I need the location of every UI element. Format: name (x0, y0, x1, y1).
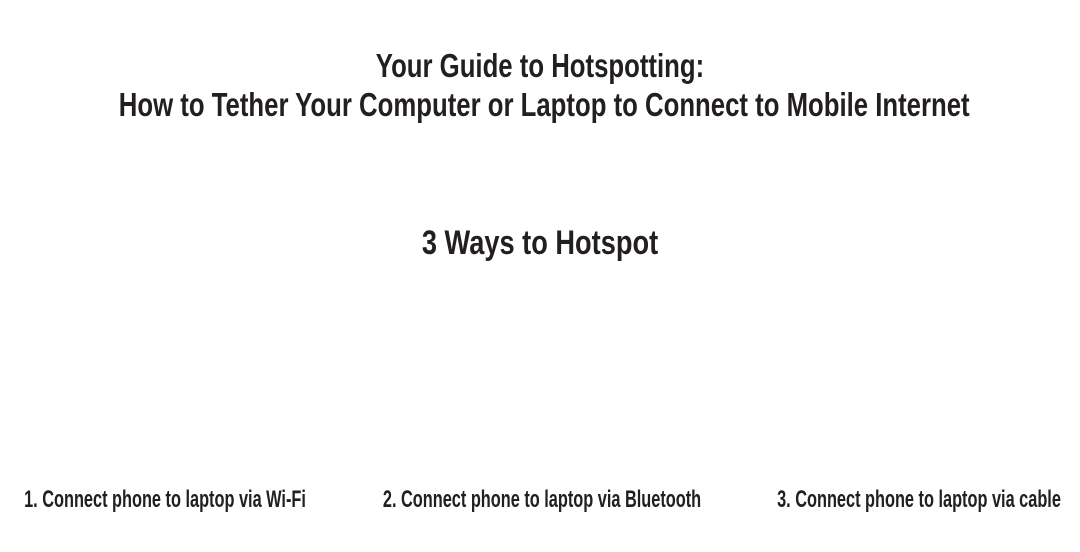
page-title-line-2: How to Tether Your Computer or Laptop to Connect to Mobile Internet (118, 86, 970, 123)
page-title (118, 46, 970, 124)
method-item-bluetooth: 2. Connect phone to laptop via Bluetooth (382, 486, 702, 513)
page-title-line-1: Your Guide to Hotspotting: (375, 47, 705, 84)
method-item-wifi: 1. Connect phone to laptop via Wi-Fi (24, 486, 306, 513)
section-heading: 3 Ways to Hotspot (421, 224, 659, 262)
method-item-cable: 3. Connect phone to laptop via cable (777, 486, 1061, 513)
